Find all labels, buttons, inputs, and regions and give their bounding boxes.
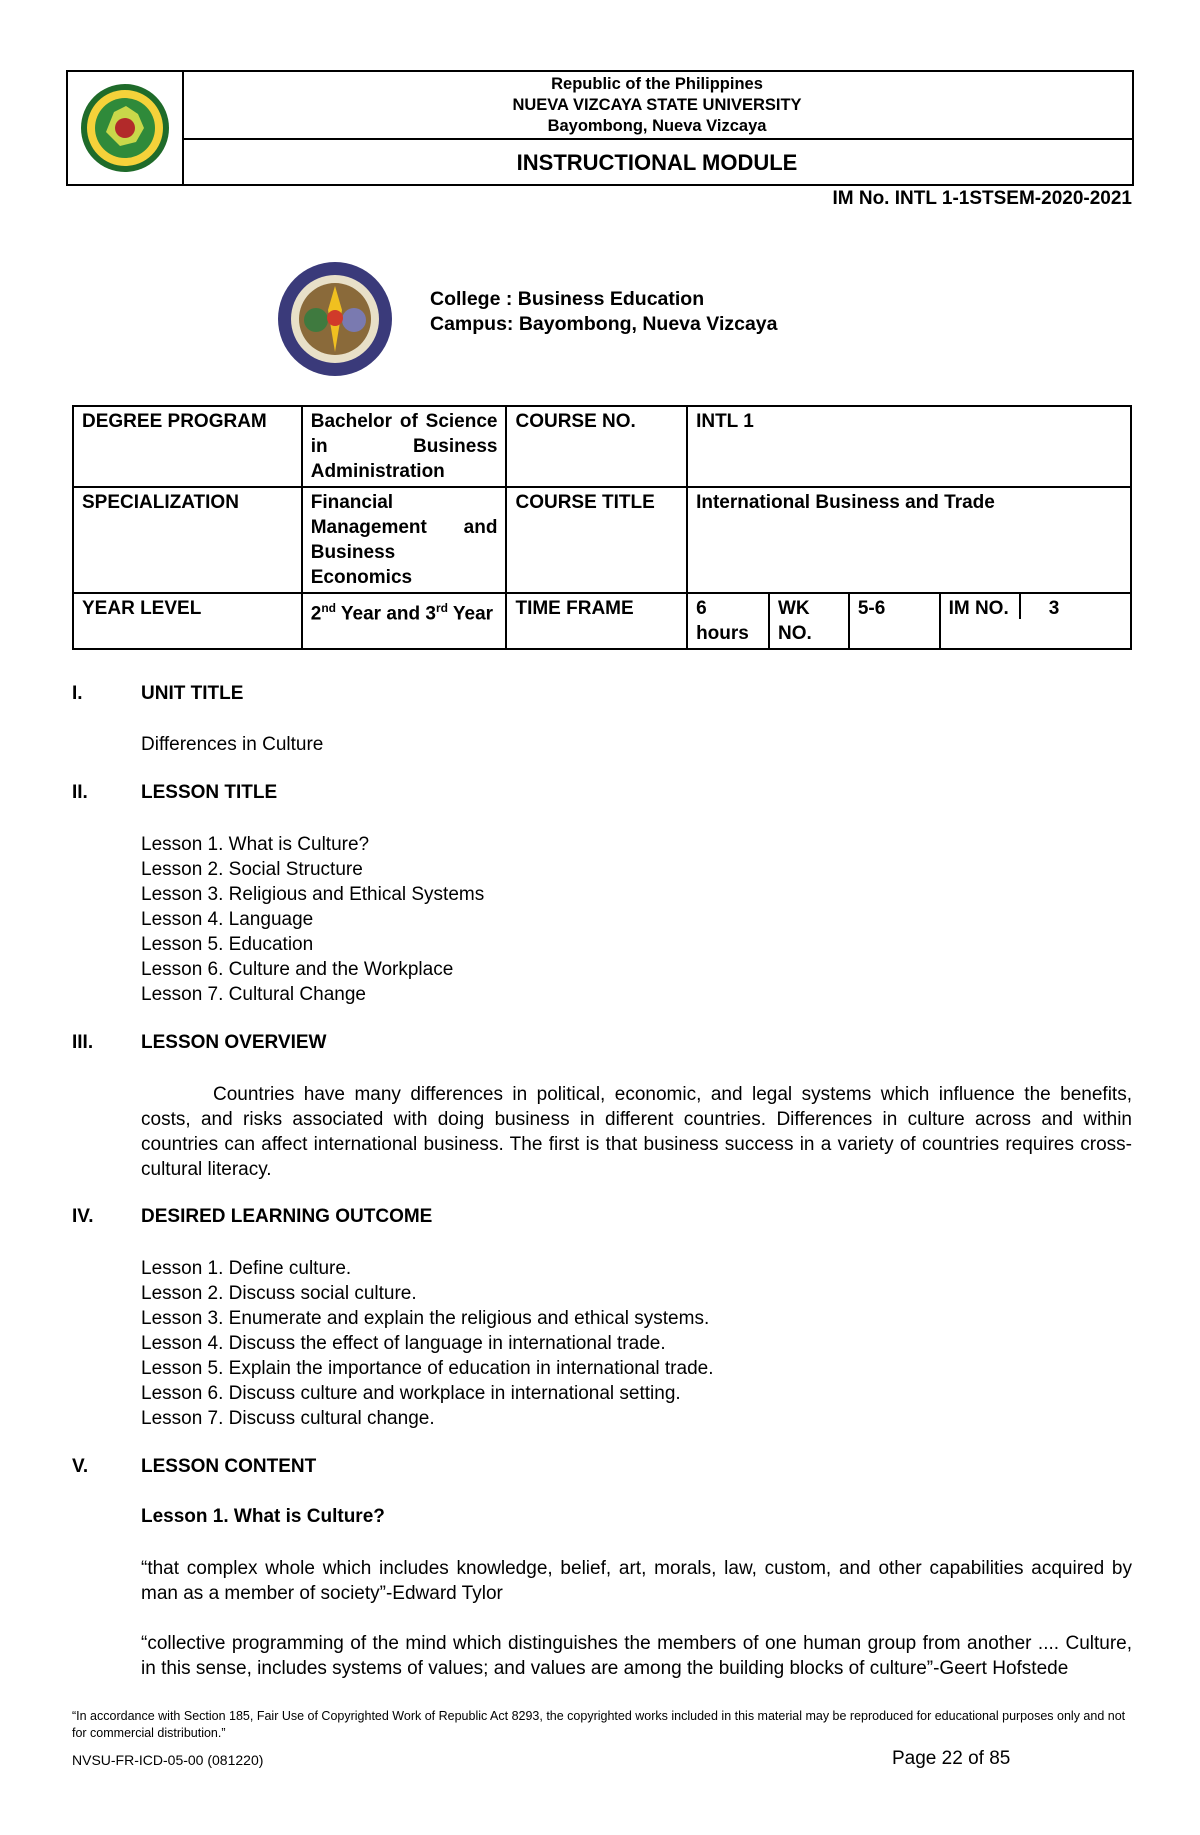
list-item: Lesson 3. Enumerate and explain the religious and ethical systems. xyxy=(141,1308,710,1329)
list-item: Lesson 7. Cultural Change xyxy=(141,984,366,1005)
module-title: INSTRUCTIONAL MODULE xyxy=(516,150,798,175)
list-item: Lesson 3. Religious and Ethical Systems xyxy=(141,884,485,905)
section-3-title: LESSON OVERVIEW xyxy=(141,1032,327,1053)
university-location: Bayombong, Nueva Vizcaya xyxy=(547,117,767,135)
specialization-label: SPECIALIZATION xyxy=(73,487,302,593)
list-item: Lesson 2. Discuss social culture. xyxy=(141,1283,417,1304)
list-item: Lesson 1. Define culture. xyxy=(141,1258,352,1279)
header-institution xyxy=(182,72,1132,140)
im-no-label: IM NO. xyxy=(948,598,1009,619)
copyright-note: “In accordance with Section 185, Fair Use of Copyrighted Work of Republic Act 8293, the copyrighted works included in this material may be reproduced for educational purposes only and not for commercial distribution.” xyxy=(72,1709,1126,1740)
section-1-number: I. xyxy=(72,683,83,704)
section-3-number: III. xyxy=(72,1032,94,1053)
university-name: NUEVA VIZCAYA STATE UNIVERSITY xyxy=(512,96,802,114)
specialization-value: Financial Management and Business Economics xyxy=(302,487,507,593)
im-no-value: 3 xyxy=(1048,598,1060,619)
republic-line: Republic of the Philippines xyxy=(551,75,763,93)
list-item: Lesson 5. Explain the importance of education in international trade. xyxy=(141,1358,714,1379)
week-no-value: 5-6 xyxy=(849,593,940,649)
course-title-value: International Business and Trade xyxy=(687,487,1131,593)
list-item: Lesson 7. Discuss cultural change. xyxy=(141,1408,435,1429)
quote-tylor xyxy=(141,1556,1132,1606)
course-no-value: INTL 1 xyxy=(687,406,1131,487)
form-code: NVSU-FR-ICD-05-00 (081220) xyxy=(72,1752,264,1768)
degree-value: Bachelor of Science in Business Administration xyxy=(302,406,507,487)
quote-hofstede xyxy=(141,1631,1132,1681)
week-no-label: WK NO. xyxy=(769,593,849,649)
table-row xyxy=(73,487,1131,593)
list-item: Lesson 5. Education xyxy=(141,934,314,955)
year-c: Year xyxy=(447,603,494,625)
college-line: College : Business Education xyxy=(430,288,705,310)
table-row xyxy=(73,593,1131,649)
course-info-table xyxy=(72,405,1132,650)
time-frame-label: TIME FRAME xyxy=(506,593,687,649)
section-4-title: DESIRED LEARNING OUTCOME xyxy=(141,1206,433,1227)
course-no-label: COURSE NO. xyxy=(506,406,687,487)
university-seal-icon xyxy=(68,72,182,184)
college-logo-icon xyxy=(276,260,394,378)
year-level-value xyxy=(302,593,507,649)
page-number: Page 22 of 85 xyxy=(892,1748,1011,1769)
college-info xyxy=(430,287,778,337)
campus-line: Campus: Bayombong, Nueva Vizcaya xyxy=(430,313,778,335)
course-title-label: COURSE TITLE xyxy=(506,487,687,593)
unit-title-text: Differences in Culture xyxy=(141,734,324,755)
year-b: Year and 3 xyxy=(335,603,436,625)
list-item: Lesson 2. Social Structure xyxy=(141,859,363,880)
university-seal-cell xyxy=(68,72,184,184)
time-frame-value: 6 hours xyxy=(687,593,769,649)
im-number: IM No. INTL 1-1STSEM-2020-2021 xyxy=(832,188,1132,209)
quote-text: “that complex whole which includes knowledge, belief, art, morals, law, custom, and other capabilities acquired by man as a member of society” xyxy=(141,1558,1132,1604)
list-item: Lesson 6. Culture and the Workplace xyxy=(141,959,454,980)
year-level-label: YEAR LEVEL xyxy=(73,593,302,649)
year-a: 2 xyxy=(310,603,322,625)
lesson-overview-text: Countries have many differences in political, economic, and legal systems which influence the benefits, costs, and risks associated with doing business in different countries. Differences in culture across and within countries can affect international business. The first is that business success in a variety of countries requires cross-cultural literacy. xyxy=(141,1084,1132,1180)
table-row xyxy=(73,406,1131,487)
section-1-title: UNIT TITLE xyxy=(141,683,244,704)
im-no-cell xyxy=(940,593,1131,649)
list-item: Lesson 4. Discuss the effect of language in international trade. xyxy=(141,1333,666,1354)
list-item: Lesson 6. Discuss culture and workplace in international setting. xyxy=(141,1383,681,1404)
degree-label: DEGREE PROGRAM xyxy=(73,406,302,487)
section-5-title: LESSON CONTENT xyxy=(141,1456,317,1477)
section-5-number: V. xyxy=(72,1456,89,1477)
section-2-number: II. xyxy=(72,782,88,803)
lesson-1-heading: Lesson 1. What is Culture? xyxy=(141,1506,385,1527)
quote-author: -Geert Hofstede xyxy=(933,1658,1069,1679)
section-2-title: LESSON TITLE xyxy=(141,782,278,803)
quote-text: “collective programming of the mind which distinguishes the members of one human group from another .... Culture, in this sense, includes systems of values; and values are among the building blocks of culture” xyxy=(141,1633,1132,1679)
list-item: Lesson 1. What is Culture? xyxy=(141,834,370,855)
learning-outcome-list xyxy=(141,1256,1131,1431)
quote-author: -Edward Tylor xyxy=(385,1583,503,1604)
list-item: Lesson 4. Language xyxy=(141,909,314,930)
year-sup-b: rd xyxy=(435,601,448,615)
section-4-number: IV. xyxy=(72,1206,94,1227)
lesson-title-list xyxy=(141,832,1131,1007)
document-header xyxy=(66,70,1134,186)
year-sup-a: nd xyxy=(321,601,336,615)
